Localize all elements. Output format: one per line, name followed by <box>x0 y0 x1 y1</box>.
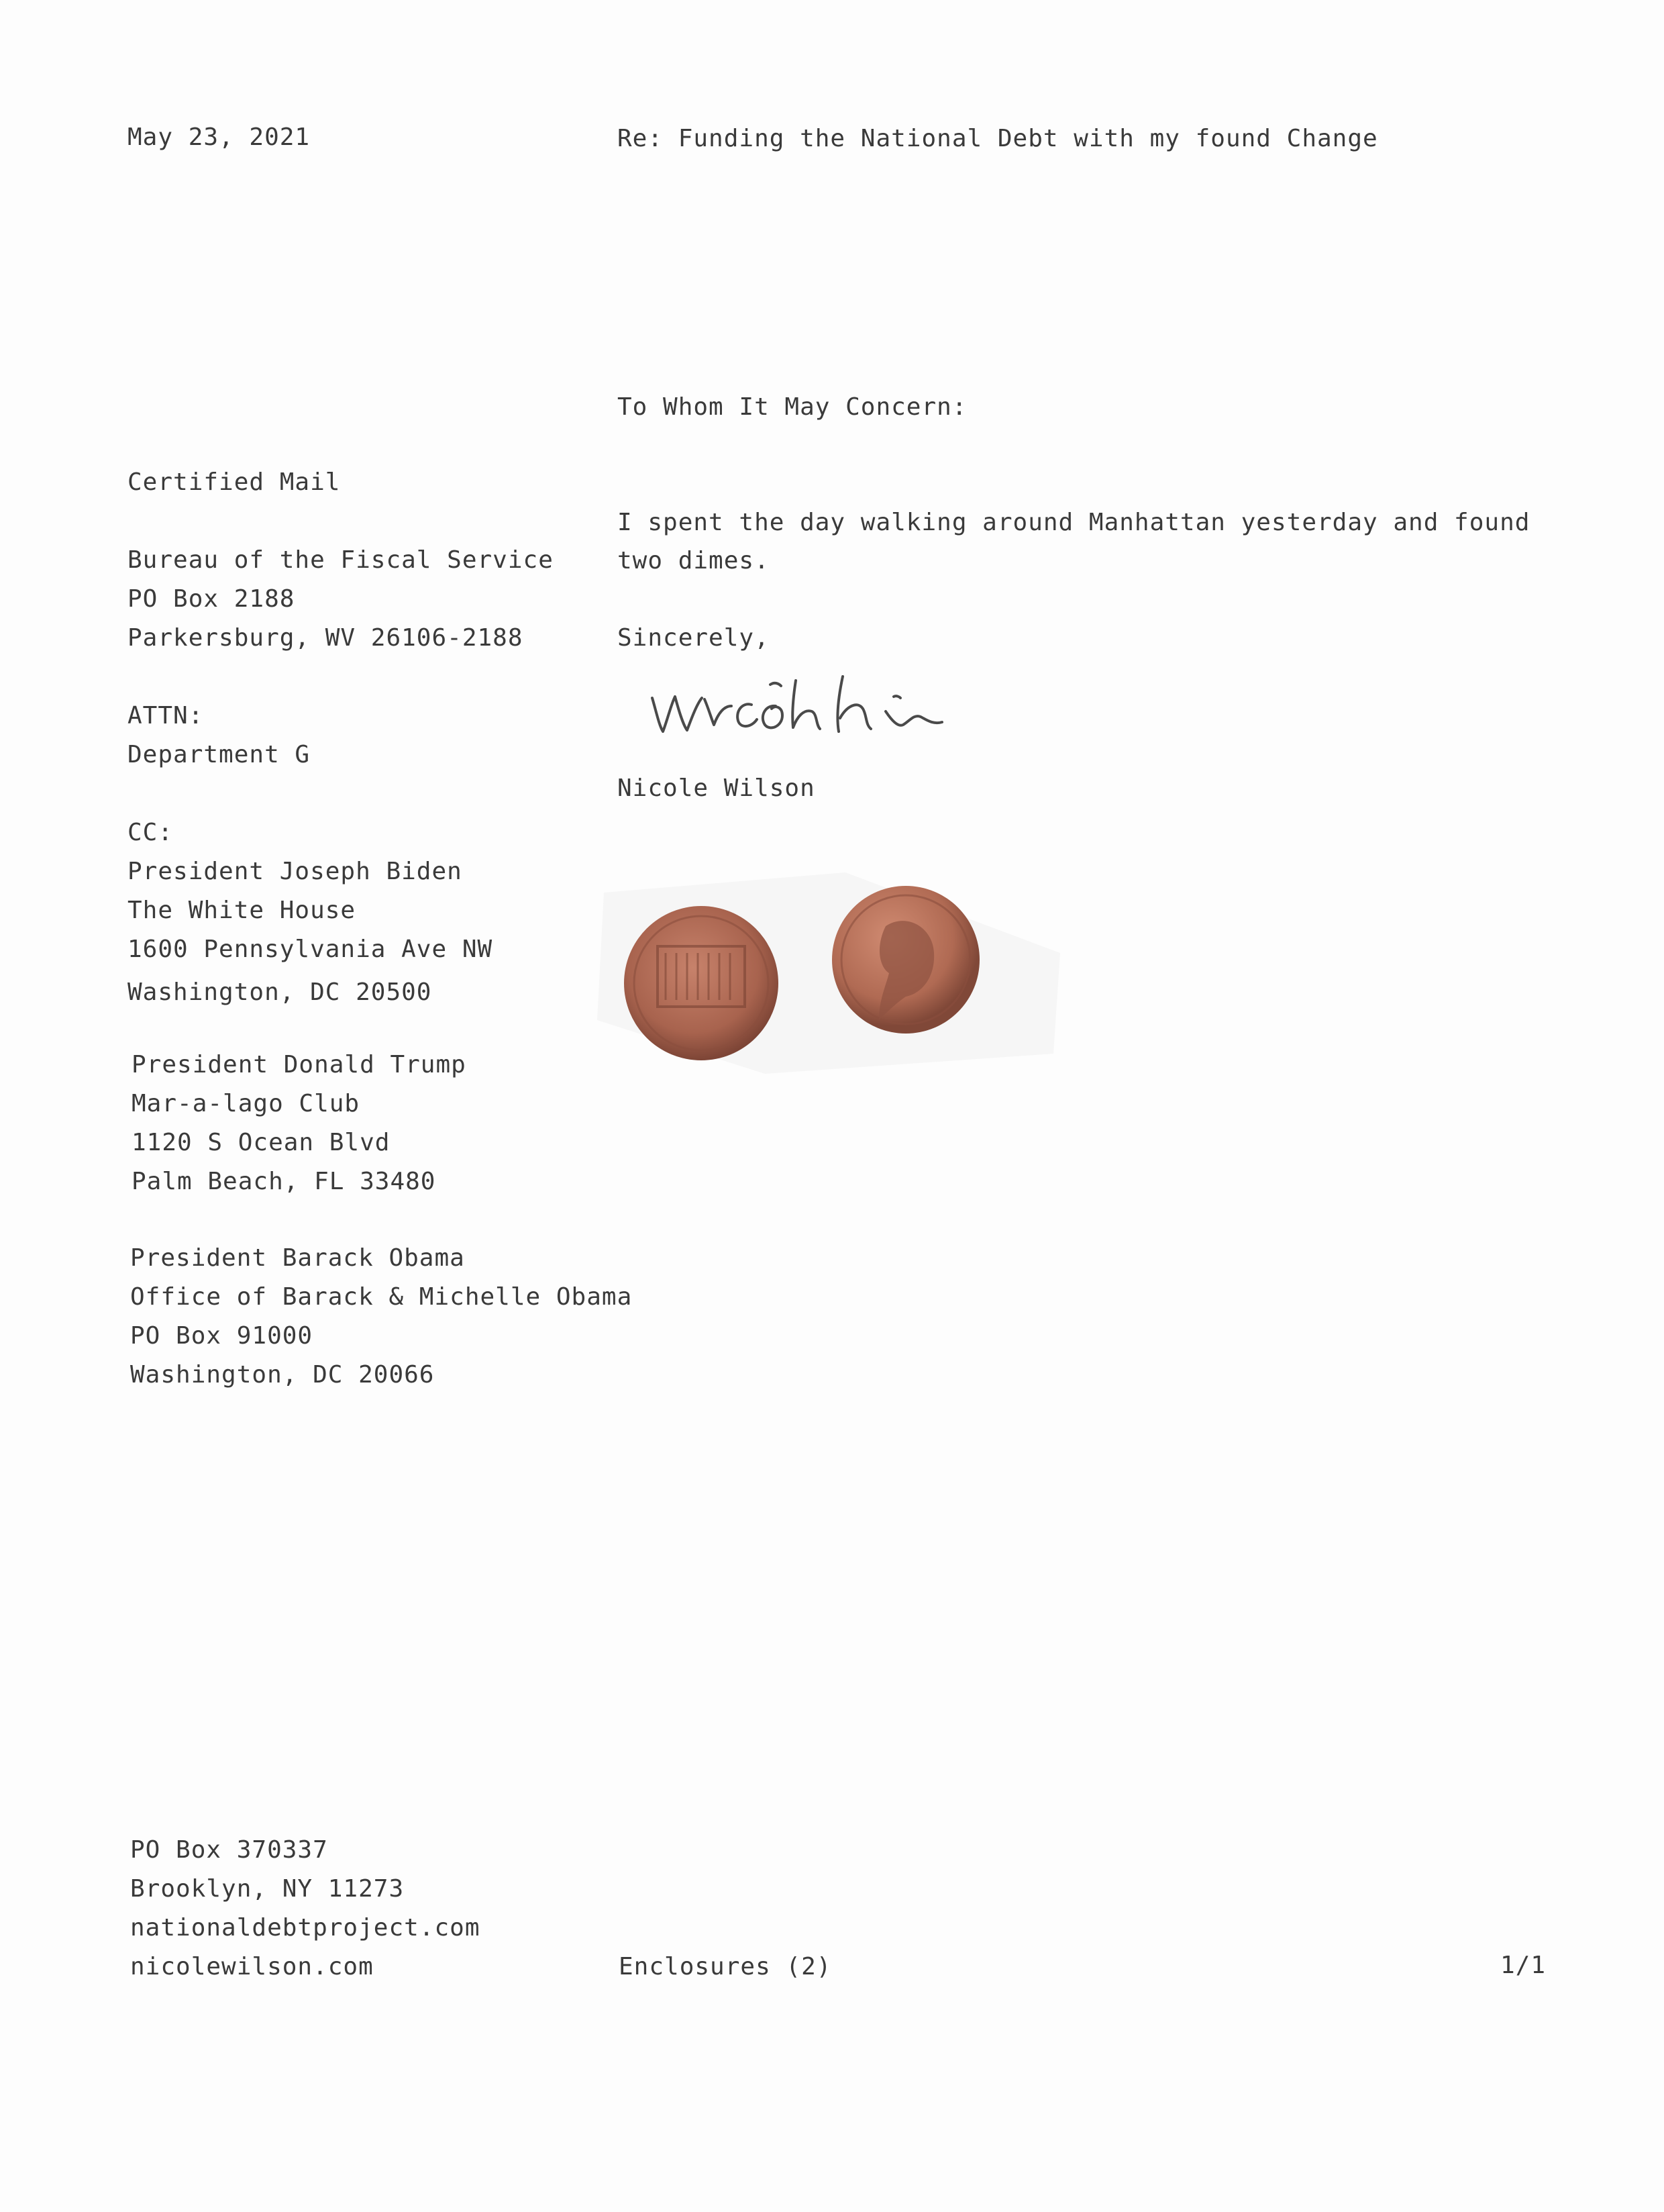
footer-line1: PO Box 370337 <box>130 1836 328 1864</box>
footer-website1: nationaldebtproject.com <box>130 1914 480 1942</box>
cc-line3: Washington, DC 20066 <box>130 1361 435 1389</box>
cc-line2: PO Box 91000 <box>130 1322 313 1350</box>
footer-website2: nicolewilson.com <box>130 1953 374 1980</box>
cc-name: President Donald Trump <box>132 1051 466 1078</box>
letter-body: I spent the day walking around Manhattan yesterday and found two dimes. <box>617 509 1530 574</box>
cc-line2: 1600 Pennsylvania Ave NW <box>127 936 493 963</box>
cc-address-biden <box>127 852 492 1012</box>
cc-line3: Washington, DC 20500 <box>127 978 432 1006</box>
attn-label: ATTN: <box>127 702 204 730</box>
sender-address-block <box>130 1831 480 1987</box>
sender-name: Nicole Wilson <box>617 774 815 802</box>
closing: Sincerely, <box>617 624 770 652</box>
cc-label: CC: <box>127 819 174 846</box>
enclosed-coins <box>590 852 1074 1094</box>
cc-line1: The White House <box>127 897 356 924</box>
salutation: To Whom It May Concern: <box>617 393 968 421</box>
cc-name: President Barack Obama <box>130 1244 465 1272</box>
penny-obverse <box>832 886 980 1034</box>
cc-address-trump <box>132 1046 466 1201</box>
enclosures-note: Enclosures (2) <box>619 1953 832 1980</box>
mail-method: Certified Mail <box>127 468 341 496</box>
recipient-line2: Parkersburg, WV 26106-2188 <box>127 624 523 652</box>
cc-line2: 1120 S Ocean Blvd <box>132 1129 391 1156</box>
letter-subject: Re: Funding the National Debt with my found Change <box>617 125 1378 152</box>
page-number: 1/1 <box>1500 1952 1547 1979</box>
recipient-address-block <box>127 463 554 852</box>
penny-reverse <box>624 906 778 1060</box>
cc-address-obama <box>130 1239 632 1395</box>
letter-date: May 23, 2021 <box>127 123 311 151</box>
recipient-name: Bureau of the Fiscal Service <box>127 546 554 574</box>
cc-line1: Office of Barack & Michelle Obama <box>130 1283 633 1311</box>
recipient-line1: PO Box 2188 <box>127 585 295 613</box>
attn-value: Department G <box>127 741 311 768</box>
cc-name: President Joseph Biden <box>127 858 462 885</box>
cc-line3: Palm Beach, FL 33480 <box>132 1168 436 1195</box>
footer-line2: Brooklyn, NY 11273 <box>130 1875 405 1903</box>
cc-line1: Mar-a-lago Club <box>132 1090 360 1117</box>
handwritten-signature <box>644 658 993 752</box>
